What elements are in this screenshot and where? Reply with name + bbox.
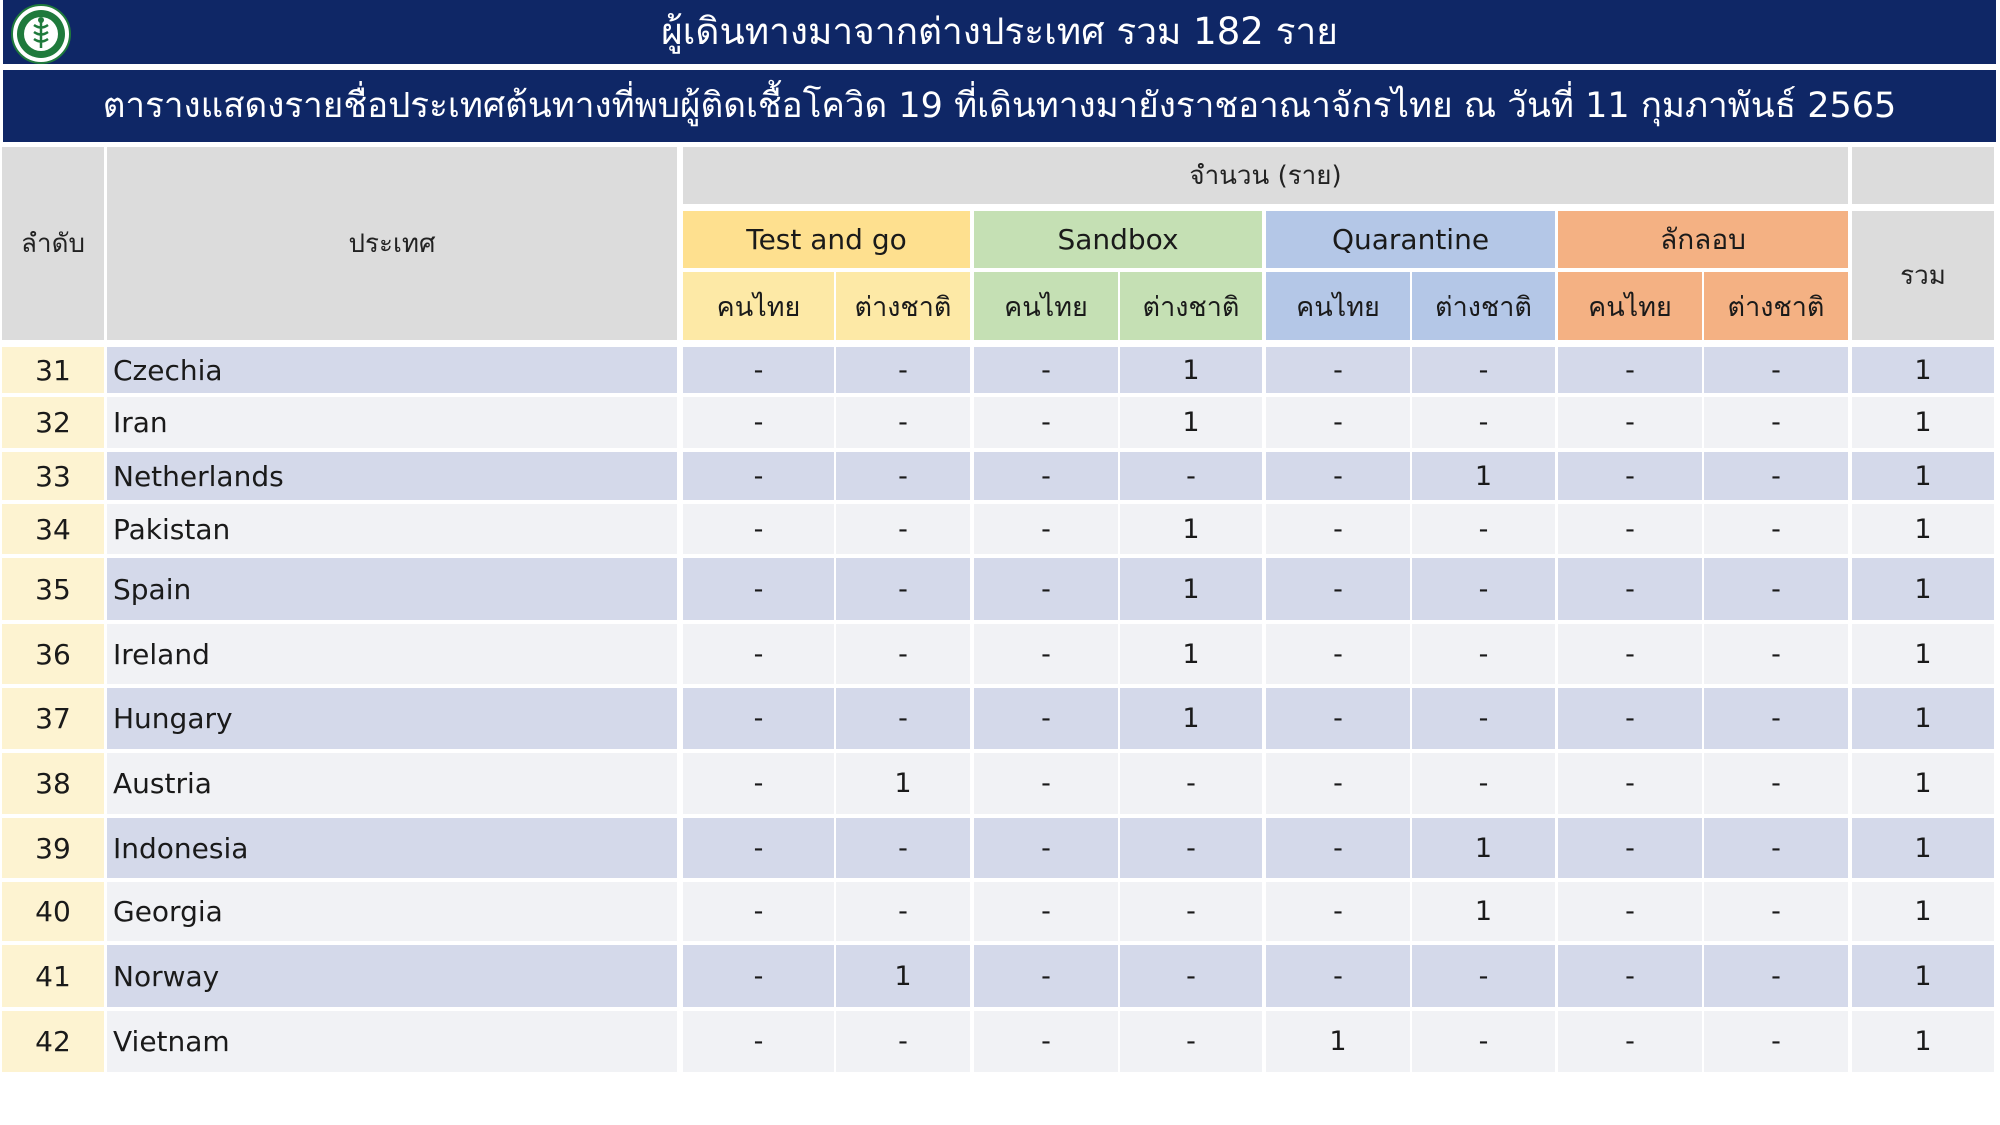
value-cell: -: [974, 558, 1118, 620]
row-number: 31: [2, 347, 104, 393]
total-cell: 1: [1852, 882, 1994, 941]
value-cell: -: [1120, 818, 1262, 878]
value-cell: -: [1412, 1011, 1555, 1072]
value-cell: -: [1412, 504, 1555, 554]
country-name: Ireland: [107, 624, 677, 684]
row-number: 40: [2, 882, 104, 941]
value-cell: -: [1120, 882, 1262, 941]
value-cell: -: [1120, 1011, 1262, 1072]
value-cell: -: [683, 558, 834, 620]
value-cell: -: [974, 882, 1118, 941]
value-cell: -: [1266, 818, 1410, 878]
value-cell: -: [974, 624, 1118, 684]
value-cell: -: [1412, 945, 1555, 1007]
total-cell: 1: [1852, 504, 1994, 554]
total-cell: 1: [1852, 688, 1994, 749]
row-number: 35: [2, 558, 104, 620]
group-header-2: Sandbox: [974, 211, 1262, 268]
value-cell: -: [836, 397, 970, 448]
value-cell: -: [1412, 558, 1555, 620]
value-cell: -: [1704, 818, 1848, 878]
total-cell: 1: [1852, 397, 1994, 448]
value-cell: -: [1558, 624, 1702, 684]
country-name: Iran: [107, 397, 677, 448]
value-cell: -: [974, 347, 1118, 393]
value-cell: -: [836, 504, 970, 554]
value-cell: -: [1412, 397, 1555, 448]
value-cell: -: [683, 504, 834, 554]
value-cell: -: [1558, 1011, 1702, 1072]
country-name: Austria: [107, 753, 677, 814]
row-number: 38: [2, 753, 104, 814]
group-header-4: ลักลอบ: [1558, 211, 1848, 268]
value-cell: -: [1558, 504, 1702, 554]
value-cell: -: [1704, 624, 1848, 684]
value-cell: -: [1558, 452, 1702, 500]
value-cell: -: [1412, 347, 1555, 393]
title-banner: [3, 0, 1996, 64]
value-cell: 1: [1412, 818, 1555, 878]
value-cell: -: [1704, 1011, 1848, 1072]
total-cell: 1: [1852, 818, 1994, 878]
row-number: 41: [2, 945, 104, 1007]
value-cell: -: [1266, 945, 1410, 1007]
row-number: 33: [2, 452, 104, 500]
value-cell: -: [1266, 397, 1410, 448]
value-cell: -: [836, 347, 970, 393]
country-name: Spain: [107, 558, 677, 620]
row-number: 37: [2, 688, 104, 749]
sub-header-foreign: ต่างชาติ: [1412, 272, 1555, 340]
value-cell: 1: [836, 753, 970, 814]
value-cell: 1: [1266, 1011, 1410, 1072]
group-header-3: Quarantine: [1266, 211, 1555, 268]
value-cell: -: [1558, 882, 1702, 941]
country-name: Pakistan: [107, 504, 677, 554]
value-cell: 1: [1120, 688, 1262, 749]
country-name: Vietnam: [107, 1011, 677, 1072]
value-cell: -: [836, 688, 970, 749]
value-cell: -: [1558, 347, 1702, 393]
country-name: Norway: [107, 945, 677, 1007]
column-header-no: ลำดับ: [2, 147, 104, 340]
value-cell: -: [1704, 882, 1848, 941]
sub-header-foreign: ต่างชาติ: [836, 272, 970, 340]
total-cell: 1: [1852, 945, 1994, 1007]
total-cell: 1: [1852, 347, 1994, 393]
total-cell: 1: [1852, 452, 1994, 500]
page-title: ผู้เดินทางมาจากต่างประเทศ รวม 182 ราย: [661, 10, 1338, 53]
row-number: 36: [2, 624, 104, 684]
row-number: 32: [2, 397, 104, 448]
value-cell: -: [1266, 347, 1410, 393]
sub-header-thai: คนไทย: [974, 272, 1118, 340]
value-cell: -: [1412, 624, 1555, 684]
value-cell: -: [974, 818, 1118, 878]
total-cell: 1: [1852, 558, 1994, 620]
value-cell: 1: [1120, 504, 1262, 554]
value-cell: -: [1704, 945, 1848, 1007]
value-cell: -: [974, 753, 1118, 814]
value-cell: -: [1704, 347, 1848, 393]
value-cell: -: [1704, 558, 1848, 620]
value-cell: -: [1120, 753, 1262, 814]
value-cell: -: [1558, 753, 1702, 814]
row-number: 39: [2, 818, 104, 878]
value-cell: 1: [1120, 624, 1262, 684]
value-cell: 1: [1120, 397, 1262, 448]
value-cell: -: [1266, 753, 1410, 814]
value-cell: -: [1412, 753, 1555, 814]
group-header-1: Test and go: [683, 211, 970, 268]
value-cell: -: [974, 1011, 1118, 1072]
value-cell: -: [836, 624, 970, 684]
value-cell: -: [1266, 882, 1410, 941]
value-cell: -: [1558, 818, 1702, 878]
value-cell: -: [974, 945, 1118, 1007]
row-number: 34: [2, 504, 104, 554]
total-cell: 1: [1852, 753, 1994, 814]
value-cell: 1: [1412, 452, 1555, 500]
value-cell: -: [1120, 945, 1262, 1007]
value-cell: -: [1704, 397, 1848, 448]
value-cell: -: [974, 452, 1118, 500]
value-cell: -: [683, 397, 834, 448]
value-cell: -: [1704, 452, 1848, 500]
value-cell: -: [1266, 504, 1410, 554]
value-cell: -: [683, 347, 834, 393]
value-cell: -: [1558, 397, 1702, 448]
value-cell: -: [1558, 558, 1702, 620]
sub-header-thai: คนไทย: [1558, 272, 1702, 340]
value-cell: -: [683, 452, 834, 500]
value-cell: -: [1704, 688, 1848, 749]
value-cell: -: [1558, 688, 1702, 749]
total-cell: 1: [1852, 1011, 1994, 1072]
value-cell: -: [974, 688, 1118, 749]
country-name: Hungary: [107, 688, 677, 749]
value-cell: -: [1704, 504, 1848, 554]
value-cell: -: [1266, 688, 1410, 749]
sub-header-foreign: ต่างชาติ: [1120, 272, 1262, 340]
value-cell: -: [1266, 452, 1410, 500]
value-cell: -: [1412, 688, 1555, 749]
column-header-total: รวม: [1852, 211, 1994, 340]
value-cell: -: [1704, 753, 1848, 814]
column-header-country: ประเทศ: [107, 147, 677, 340]
value-cell: 1: [1120, 558, 1262, 620]
value-cell: 1: [1120, 347, 1262, 393]
value-cell: -: [683, 945, 834, 1007]
value-cell: -: [683, 753, 834, 814]
value-cell: -: [1558, 945, 1702, 1007]
sub-header-thai: คนไทย: [683, 272, 834, 340]
value-cell: -: [836, 1011, 970, 1072]
value-cell: -: [683, 624, 834, 684]
value-cell: -: [836, 818, 970, 878]
country-name: Netherlands: [107, 452, 677, 500]
value-cell: -: [683, 882, 834, 941]
value-cell: -: [1120, 452, 1262, 500]
subtitle-banner: [3, 70, 1996, 142]
value-cell: -: [836, 558, 970, 620]
column-header-amount: จำนวน (ราย): [683, 147, 1848, 204]
row-number: 42: [2, 1011, 104, 1072]
sub-header-thai: คนไทย: [1266, 272, 1410, 340]
country-name: Georgia: [107, 882, 677, 941]
value-cell: 1: [1412, 882, 1555, 941]
value-cell: -: [683, 688, 834, 749]
country-name: Czechia: [107, 347, 677, 393]
country-name: Indonesia: [107, 818, 677, 878]
value-cell: -: [974, 504, 1118, 554]
column-header-total-top: [1852, 147, 1994, 204]
value-cell: -: [683, 1011, 834, 1072]
value-cell: 1: [836, 945, 970, 1007]
value-cell: -: [836, 882, 970, 941]
sub-header-foreign: ต่างชาติ: [1704, 272, 1848, 340]
value-cell: -: [836, 452, 970, 500]
page-subtitle: ตารางแสดงรายชื่อประเทศต้นทางที่พบผู้ติดเชื้อโควิด 19 ที่เดินทางมายังราชอาณาจักรไทย ณ วันที่ 11 กุมภาพันธ์ 2565: [102, 86, 1897, 126]
value-cell: -: [1266, 624, 1410, 684]
value-cell: -: [683, 818, 834, 878]
value-cell: -: [1266, 558, 1410, 620]
value-cell: -: [974, 397, 1118, 448]
total-cell: 1: [1852, 624, 1994, 684]
